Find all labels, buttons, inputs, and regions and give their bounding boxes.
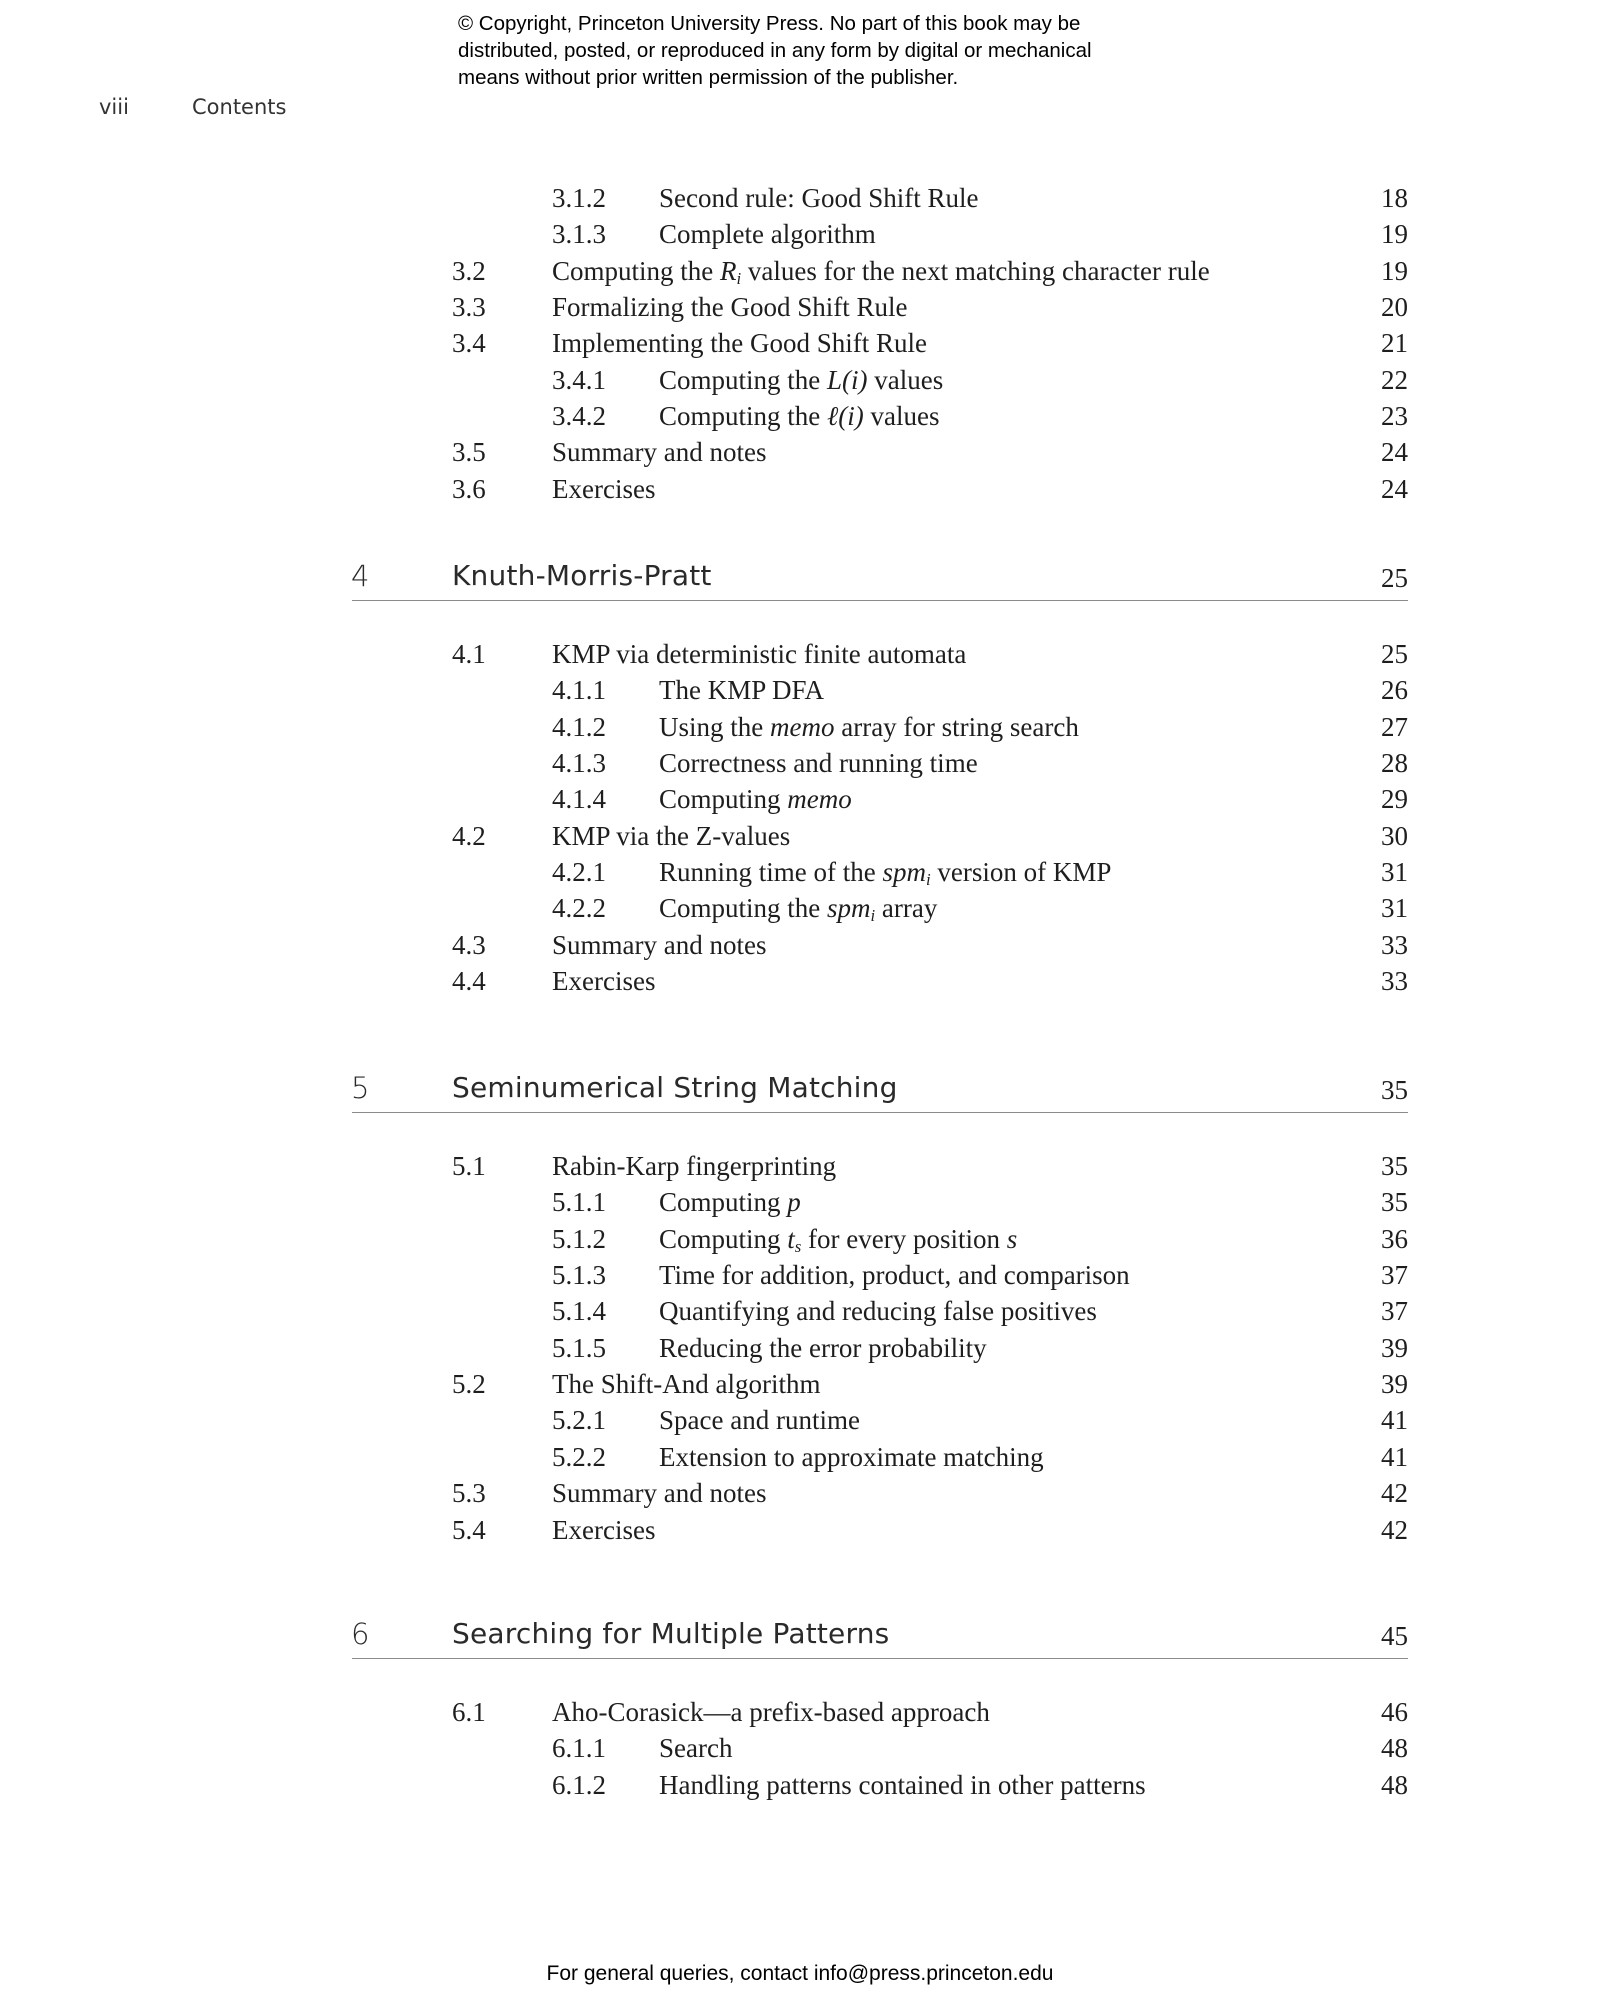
- toc-entry[interactable]: [0, 398, 1600, 434]
- page-number: 35: [1381, 1151, 1408, 1181]
- toc-entry[interactable]: [0, 1694, 1600, 1730]
- toc-entry[interactable]: [0, 1221, 1600, 1257]
- section-number: 5.1.1: [552, 1187, 606, 1218]
- page-number: 31: [1381, 893, 1408, 924]
- chapter-page-number: 45: [1381, 1621, 1408, 1651]
- page-number: 29: [1381, 784, 1408, 815]
- chapter-page-number: 25: [1381, 563, 1408, 593]
- chapter-rule: [352, 1112, 1408, 1113]
- section-number: 5.1: [452, 1151, 486, 1181]
- section-number: 3.2: [452, 255, 486, 286]
- title-text: Computing the: [659, 364, 827, 395]
- section-title[interactable]: The KMP DFA: [659, 675, 825, 706]
- page-number: 31: [1381, 857, 1408, 888]
- section-number: 3.3: [452, 292, 486, 323]
- toc-entry[interactable]: [0, 216, 1600, 252]
- section-title[interactable]: Summary and notes: [552, 929, 767, 960]
- section-title[interactable]: [659, 362, 943, 398]
- chapter-number: 4: [351, 559, 370, 593]
- title-text: array for string search: [834, 711, 1079, 742]
- toc-entry[interactable]: [0, 781, 1600, 817]
- toc-entry[interactable]: [0, 362, 1600, 398]
- title-text: Computing the: [552, 255, 720, 286]
- section-number: 4.1: [452, 639, 486, 669]
- section-number: 5.1.4: [552, 1296, 606, 1327]
- title-text: Computing: [659, 784, 788, 815]
- chapter-number: 5: [351, 1071, 370, 1105]
- section-title[interactable]: [659, 890, 937, 926]
- toc-entry[interactable]: [0, 1148, 1600, 1184]
- page-number: 42: [1381, 1514, 1408, 1545]
- toc-entry[interactable]: [0, 1439, 1600, 1475]
- page-number: 28: [1381, 748, 1408, 779]
- toc-entry[interactable]: [0, 1730, 1600, 1766]
- running-head-title: Contents: [192, 95, 287, 119]
- chapter-title: Searching for Multiple Patterns: [452, 1617, 890, 1650]
- section-number: 6.1.1: [552, 1733, 606, 1764]
- toc-entry[interactable]: [0, 636, 1600, 672]
- page-number: 26: [1381, 675, 1408, 706]
- section-number: 3.6: [452, 473, 486, 504]
- toc-entry[interactable]: [0, 818, 1600, 854]
- section-title[interactable]: Implementing the Good Shift Rule: [552, 328, 927, 359]
- section-number: 3.4.2: [552, 401, 606, 432]
- section-title[interactable]: [659, 709, 1079, 745]
- section-title[interactable]: Second rule: Good Shift Rule: [659, 183, 979, 213]
- page-folio: viii: [99, 95, 129, 119]
- page-number: 37: [1381, 1296, 1408, 1327]
- page-number: 18: [1381, 183, 1408, 213]
- page-number: 30: [1381, 820, 1408, 851]
- section-title[interactable]: [552, 253, 1210, 289]
- footer-contact: For general queries, contact info@press.princeton.edu: [546, 1962, 1054, 1985]
- page-number: 46: [1381, 1697, 1408, 1727]
- toc-entry[interactable]: [0, 927, 1600, 963]
- section-title[interactable]: [659, 781, 852, 817]
- section-number: 3.5: [452, 437, 486, 468]
- page-number: 27: [1381, 711, 1408, 742]
- section-title[interactable]: Handling patterns contained in other patterns: [659, 1769, 1146, 1800]
- section-number: 3.4: [452, 328, 486, 359]
- section-number: 4.2: [452, 820, 486, 851]
- title-math: t: [787, 1223, 795, 1254]
- title-subscript-text: i: [736, 268, 742, 288]
- toc-entry[interactable]: [0, 289, 1600, 325]
- section-title[interactable]: KMP via the Z-values: [552, 820, 791, 851]
- page-number: 33: [1381, 966, 1408, 997]
- page-number: 37: [1381, 1260, 1408, 1291]
- title-math: R: [720, 255, 737, 286]
- section-number: 3.1.2: [552, 183, 606, 213]
- section-number: 4.3: [452, 929, 486, 960]
- section-number: 4.1.4: [552, 784, 606, 815]
- section-title[interactable]: Extension to approximate matching: [659, 1441, 1044, 1472]
- section-number: 3.1.3: [552, 219, 606, 250]
- title-math: s: [1006, 1223, 1018, 1254]
- title-text: values for the next matching character rule: [741, 255, 1210, 286]
- toc-entry[interactable]: [0, 890, 1600, 926]
- copyright-line: distributed, posted, or reproduced in any form by digital or mechanical: [458, 39, 1092, 62]
- title-text: Computing: [659, 1223, 788, 1254]
- copyright-line: means without prior written permission of the publisher.: [458, 66, 959, 89]
- section-title[interactable]: [659, 1184, 801, 1220]
- section-number: 5.1.3: [552, 1260, 606, 1291]
- section-title[interactable]: Time for addition, product, and comparison: [659, 1260, 1130, 1291]
- toc-entry[interactable]: [0, 1512, 1600, 1548]
- section-title[interactable]: Quantifying and reducing false positives: [659, 1296, 1097, 1327]
- toc-entry[interactable]: [0, 1402, 1600, 1438]
- section-title[interactable]: Search: [659, 1733, 733, 1764]
- toc-entry[interactable]: [0, 1293, 1600, 1329]
- title-subscript-text: i: [870, 906, 876, 926]
- toc-entry[interactable]: [0, 854, 1600, 890]
- title-math: spm: [882, 857, 926, 888]
- toc-entry[interactable]: [0, 963, 1600, 999]
- title-text: Computing the: [659, 401, 827, 432]
- title-text: version of KMP: [930, 857, 1112, 888]
- section-title[interactable]: [659, 854, 1111, 890]
- title-text: Computing: [659, 1187, 788, 1218]
- section-title[interactable]: [659, 398, 939, 434]
- section-number: 4.2.1: [552, 857, 606, 888]
- page-number: 36: [1381, 1223, 1408, 1254]
- page-number: 19: [1381, 219, 1408, 250]
- section-title[interactable]: Formalizing the Good Shift Rule: [552, 292, 908, 323]
- title-math: p: [787, 1187, 801, 1218]
- title-math: memo: [787, 784, 852, 815]
- toc-entry[interactable]: [0, 434, 1600, 470]
- section-title[interactable]: Exercises: [552, 966, 656, 997]
- page-number: 39: [1381, 1369, 1408, 1400]
- section-title[interactable]: Exercises: [552, 473, 656, 504]
- page-number: 22: [1381, 364, 1408, 395]
- section-title[interactable]: Exercises: [552, 1514, 656, 1545]
- section-number: 5.3: [452, 1478, 486, 1509]
- section-title[interactable]: Rabin-Karp fingerprinting: [552, 1151, 837, 1181]
- toc-entry[interactable]: [0, 672, 1600, 708]
- section-title[interactable]: Space and runtime: [659, 1405, 860, 1436]
- title-subscript-text: s: [794, 1236, 802, 1256]
- title-math: memo: [770, 711, 835, 742]
- toc-entry[interactable]: [0, 325, 1600, 361]
- toc-entry[interactable]: [0, 1366, 1600, 1402]
- page-number: 41: [1381, 1441, 1408, 1472]
- section-title[interactable]: Summary and notes: [552, 1478, 767, 1509]
- title-text: Using the: [659, 711, 770, 742]
- section-number: 5.2: [452, 1369, 486, 1400]
- toc-entry[interactable]: [0, 1184, 1600, 1220]
- page-number: 48: [1381, 1769, 1408, 1800]
- title-text: values: [863, 401, 940, 432]
- page-number: 35: [1381, 1187, 1408, 1218]
- page-number: 23: [1381, 401, 1408, 432]
- section-number: 5.2.1: [552, 1405, 606, 1436]
- title-text: Running time of the: [659, 857, 883, 888]
- toc-entry[interactable]: [0, 1767, 1600, 1803]
- section-number: 5.4: [452, 1514, 486, 1545]
- toc-entry[interactable]: [0, 709, 1600, 745]
- section-number: 4.4: [452, 966, 486, 997]
- title-text: array: [875, 893, 938, 924]
- section-title[interactable]: Complete algorithm: [659, 219, 876, 250]
- section-number: 6.1: [452, 1697, 486, 1727]
- page-number: 19: [1381, 255, 1408, 286]
- toc-entry[interactable]: [0, 1330, 1600, 1366]
- section-number: 4.1.3: [552, 748, 606, 779]
- page-number: 48: [1381, 1733, 1408, 1764]
- title-text: values: [867, 364, 944, 395]
- title-math: ℓ(i): [827, 401, 864, 432]
- chapter-rule: [352, 600, 1408, 601]
- chapter-heading[interactable]: [0, 556, 1600, 596]
- toc-entry[interactable]: [0, 253, 1600, 289]
- toc-entry[interactable]: [0, 471, 1600, 507]
- page-number: 25: [1381, 639, 1408, 669]
- chapter-rule: [352, 1658, 1408, 1659]
- title-subscript-text: i: [926, 870, 931, 890]
- section-title[interactable]: [659, 1221, 1017, 1257]
- title-math: L(i): [827, 364, 868, 395]
- chapter-title: Seminumerical String Matching: [452, 1071, 898, 1104]
- chapter-page-number: 35: [1381, 1075, 1408, 1105]
- section-number: 5.1.5: [552, 1332, 606, 1363]
- toc-entry[interactable]: [0, 1475, 1600, 1511]
- copyright-line: © Copyright, Princeton University Press. No part of this book may be: [458, 12, 1081, 35]
- title-text: Computing the: [659, 893, 827, 924]
- section-title[interactable]: Summary and notes: [552, 437, 767, 468]
- toc-entry[interactable]: [0, 180, 1600, 216]
- section-number: 4.1.2: [552, 711, 606, 742]
- section-title[interactable]: Correctness and running time: [659, 748, 978, 779]
- toc-entry[interactable]: [0, 745, 1600, 781]
- page-number: 39: [1381, 1332, 1408, 1363]
- chapter-title: Knuth-Morris-Pratt: [452, 559, 712, 592]
- section-number: 5.1.2: [552, 1223, 606, 1254]
- section-number: 4.1.1: [552, 675, 606, 706]
- section-number: 3.4.1: [552, 364, 606, 395]
- page-number: 41: [1381, 1405, 1408, 1436]
- chapter-heading[interactable]: [0, 1614, 1600, 1654]
- title-text: for every position: [801, 1223, 1007, 1254]
- chapter-number: 6: [351, 1617, 370, 1651]
- chapter-heading[interactable]: [0, 1068, 1600, 1108]
- toc-entry[interactable]: [0, 1257, 1600, 1293]
- page-number: 42: [1381, 1478, 1408, 1509]
- section-title[interactable]: Aho-Corasick—a prefix-based approach: [552, 1697, 990, 1727]
- section-number: 6.1.2: [552, 1769, 606, 1800]
- title-math: spm: [827, 893, 871, 924]
- section-title[interactable]: Reducing the error probability: [659, 1332, 987, 1363]
- page-number: 33: [1381, 929, 1408, 960]
- page-number: 21: [1381, 328, 1408, 359]
- section-number: 4.2.2: [552, 893, 606, 924]
- section-number: 5.2.2: [552, 1441, 606, 1472]
- section-title[interactable]: KMP via deterministic finite automata: [552, 639, 967, 669]
- page-number: 20: [1381, 292, 1408, 323]
- section-title[interactable]: The Shift-And algorithm: [552, 1369, 821, 1400]
- page-number: 24: [1381, 437, 1408, 468]
- page-number: 24: [1381, 473, 1408, 504]
